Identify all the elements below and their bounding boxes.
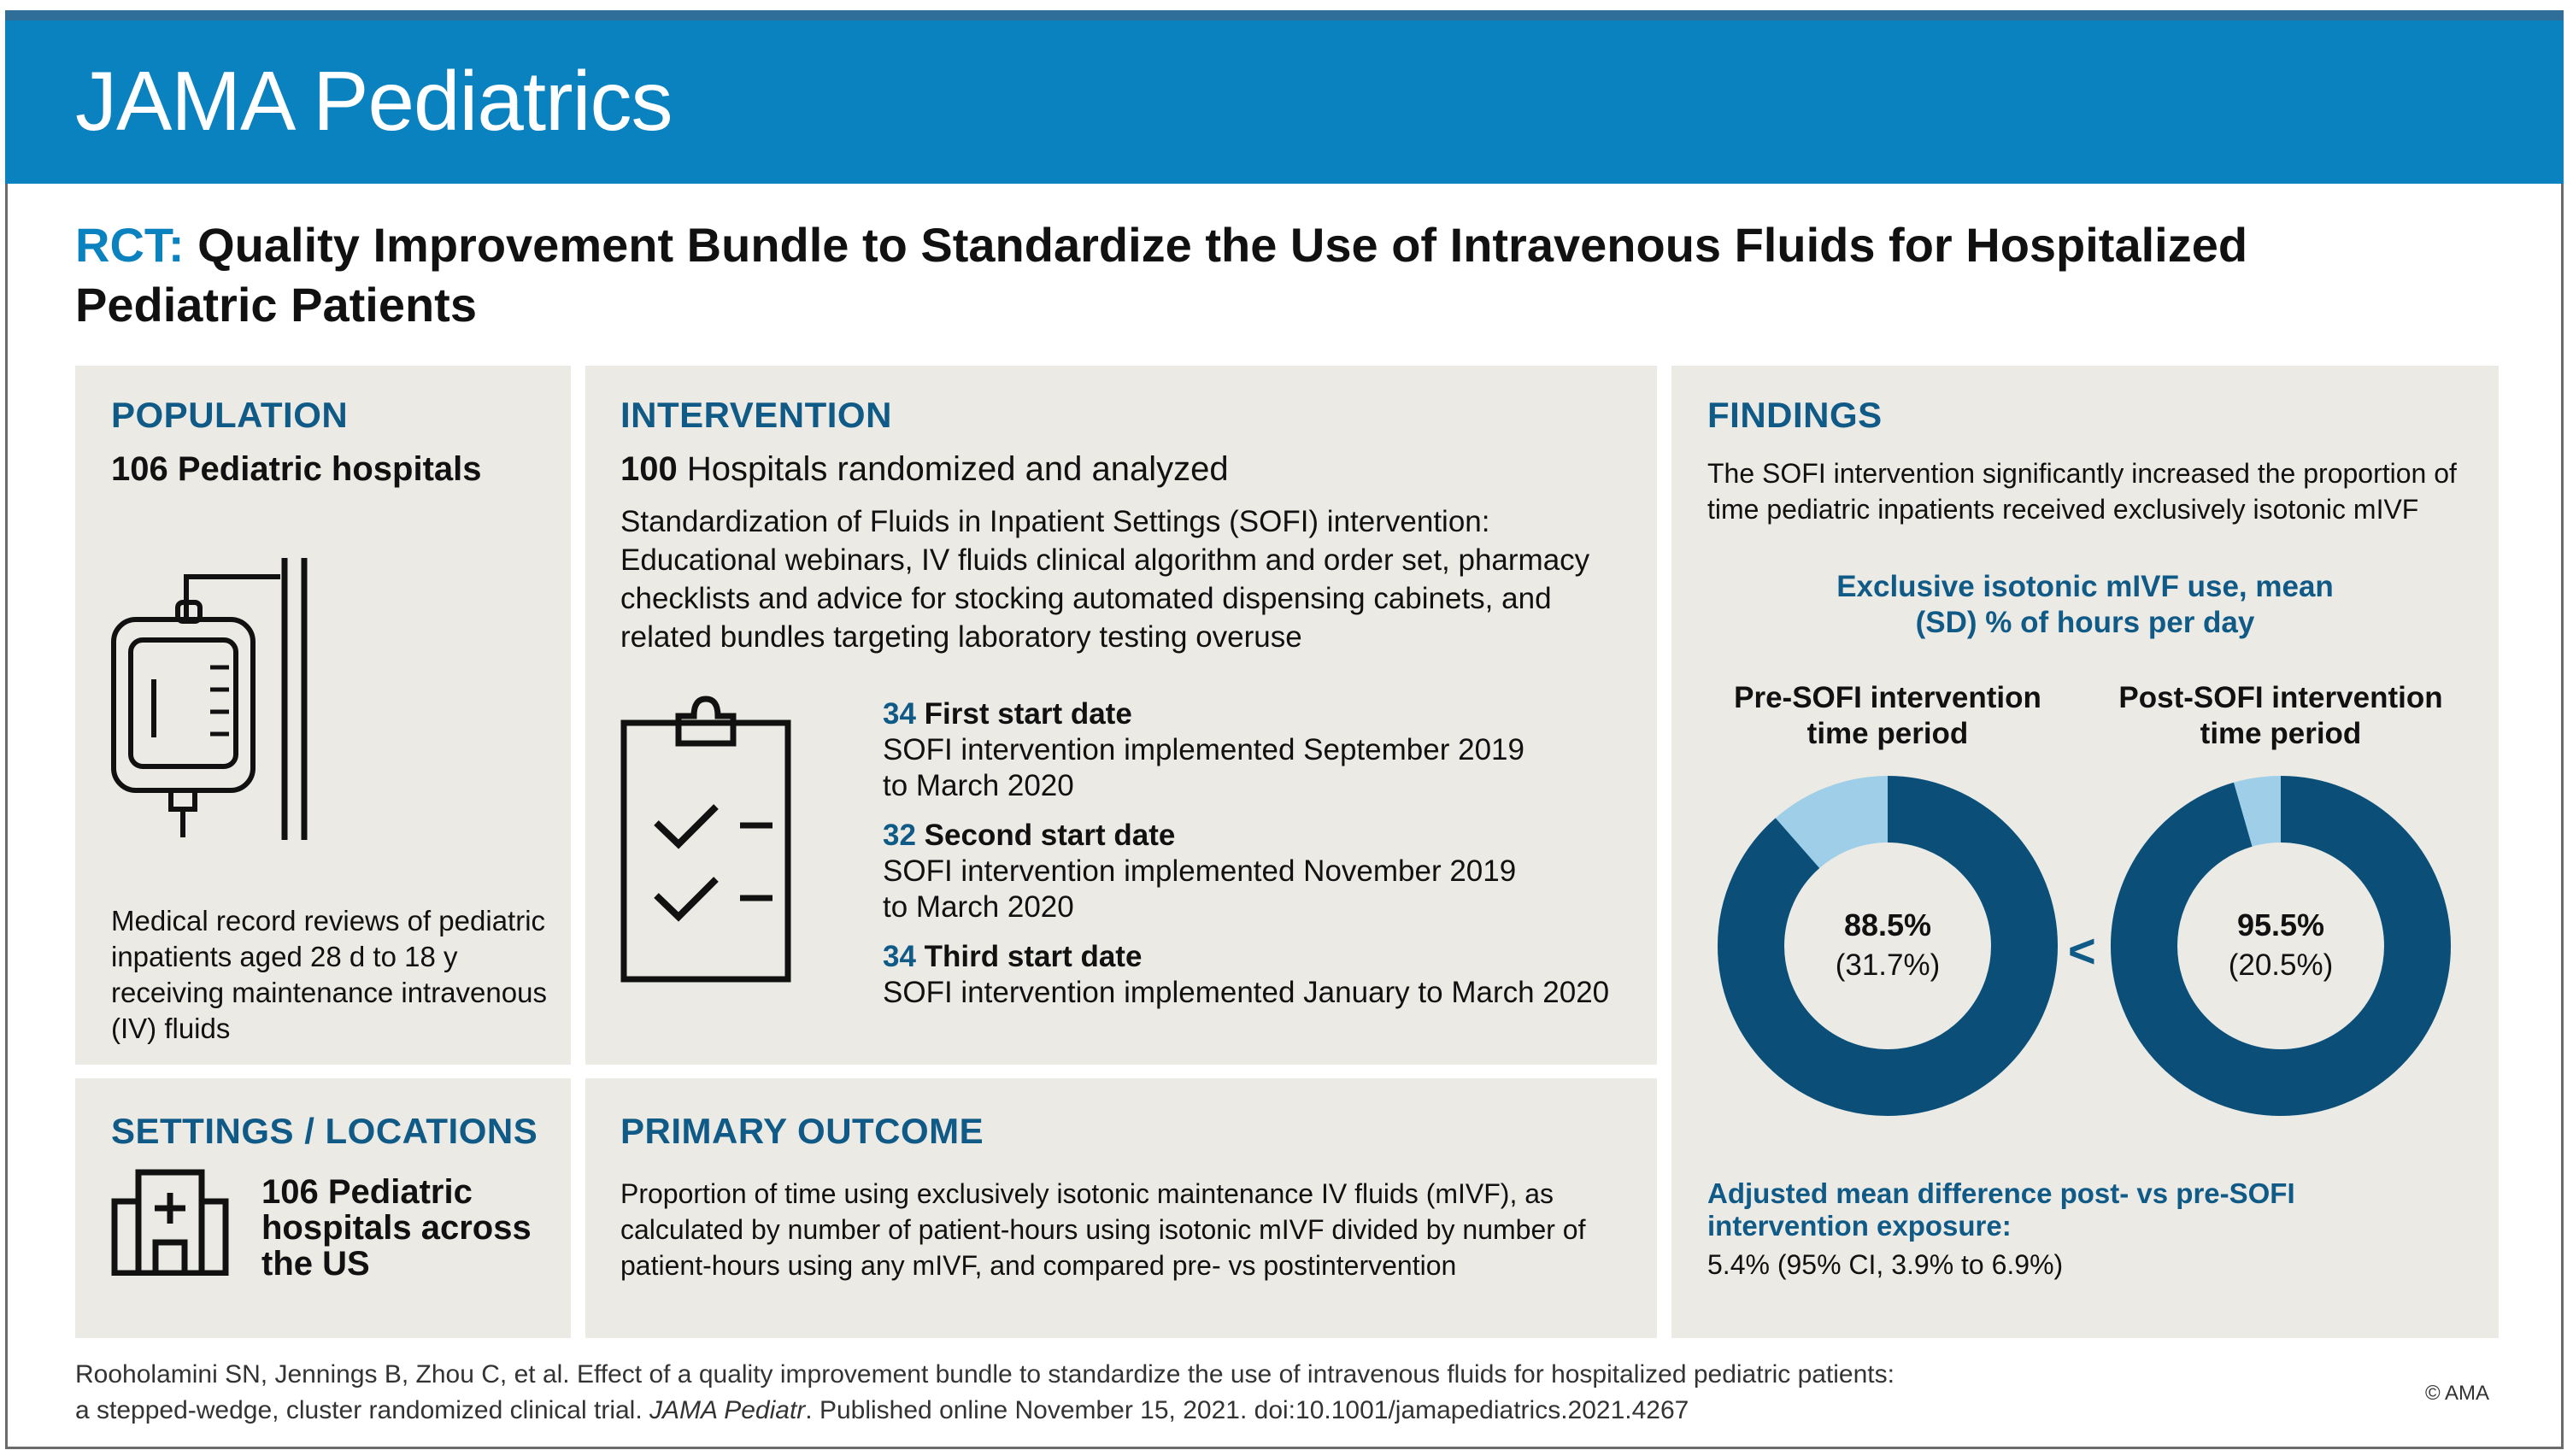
chart-title: Exclusive isotonic mIVF use, mean (SD) % of hours per day — [1836, 570, 2334, 639]
start-group-2-line2: to March 2020 — [883, 890, 1074, 924]
pre-sd-value: (31.7%) — [1835, 948, 1941, 982]
study-type-tag: RCT: — [75, 218, 185, 272]
citation-text-b: . Published online November 15, 2021. doi:10.1001/jamapediatrics.2021.4267 — [805, 1396, 1689, 1424]
findings-summary: The SOFI intervention significantly increased the proportion of time pediatric inpatients received exclusively isotonic mIVF — [1707, 458, 2457, 525]
citation-text-a: a stepped-wedge, cluster randomized clinical trial. — [75, 1396, 649, 1424]
start-group-3-line1: SOFI intervention implemented January to March 2020 — [883, 976, 1610, 1009]
start-group-1-line2: to March 2020 — [883, 769, 1074, 802]
population-heading: POPULATION — [111, 395, 349, 435]
start-group-1 — [883, 696, 1652, 804]
intervention-count-label: Hospitals randomized and analyzed — [686, 450, 1229, 488]
intervention-heading: INTERVENTION — [620, 395, 892, 435]
adjusted-difference-value: 5.4% (95% CI, 3.9% to 6.9%) — [1707, 1249, 2064, 1280]
citation-line-2 — [75, 1393, 1895, 1429]
outcome-text: Proportion of time using exclusively isotonic maintenance IV fluids (mIVF), as calculated by number of patient-hours using isotonic mIVF divided by number of patient-hours using any mIVF, and compared pre- vs postintervention — [620, 1178, 1586, 1281]
copyright: © AMA — [2425, 1382, 2490, 1405]
hospital-icon — [111, 1169, 229, 1276]
start-group-2-heading — [883, 818, 1652, 854]
page-title — [75, 215, 2382, 335]
start-group-3-heading — [883, 939, 1652, 975]
start-group-2 — [883, 818, 1652, 925]
pre-mean-value: 88.5% — [1843, 907, 1932, 942]
settings-text: 106 Pediatric hospitals across the US — [261, 1173, 532, 1283]
clipboard-checklist-icon — [620, 690, 791, 985]
intervention-count-number: 100 — [620, 450, 678, 488]
post-period-label: Post-SOFI intervention time period — [2118, 681, 2443, 750]
study-title: Quality Improvement Bundle to Standardize the Use of Intravenous Fluids for Hospitalized Pediatric Patients — [75, 218, 2248, 332]
post-donut-center — [2170, 907, 2392, 983]
post-mean-value: 95.5% — [2236, 907, 2325, 942]
pre-period-label: Pre-SOFI intervention time period — [1734, 681, 2041, 750]
population-count: 106 Pediatric hospitals — [111, 450, 482, 488]
citation-journal: JAMA Pediatr — [649, 1396, 806, 1424]
start-group-1-heading — [883, 696, 1652, 732]
findings-heading: FINDINGS — [1707, 395, 1883, 435]
citation — [75, 1357, 1895, 1429]
start-group-3 — [883, 939, 1652, 1011]
pre-donut-center — [1777, 907, 1999, 983]
start-group-2-label: Second start date — [924, 819, 1176, 852]
intervention-description: Standardization of Fluids in Inpatient Settings (SOFI) intervention: Educational webinars, IV fluids clinical algorithm and order set, pharmacy checklists and advice for stocking automated dispensing cabinets, and related bundles targeting laboratory testing overuse — [620, 505, 1590, 654]
outcome-heading: PRIMARY OUTCOME — [620, 1111, 984, 1151]
start-group-3-label: Third start date — [924, 940, 1143, 973]
comparison-symbol: < — [2068, 924, 2096, 978]
population-description: Medical record reviews of pediatric inpatients aged 28 d to 18 y receiving maintenance intravenous (IV) fluids — [111, 905, 547, 1044]
start-group-1-line1: SOFI intervention implemented September 2019 — [883, 733, 1524, 766]
start-group-2-line1: SOFI intervention implemented November 2019 — [883, 854, 1517, 888]
settings-heading: SETTINGS / LOCATIONS — [111, 1111, 538, 1151]
citation-line-1: Rooholamini SN, Jennings B, Zhou C, et al. Effect of a quality improvement bundle to standardize the use of intravenous fluids for hospitalized pediatric patients: — [75, 1360, 1895, 1388]
start-group-2-count: 32 — [883, 819, 916, 852]
start-group-1-count: 34 — [883, 697, 916, 731]
adjusted-difference-label: Adjusted mean difference post- vs pre-SOFI intervention exposure: — [1707, 1177, 2295, 1242]
post-sd-value: (20.5%) — [2228, 948, 2334, 982]
start-group-1-label: First start date — [924, 697, 1132, 731]
journal-title: JAMA Pediatrics — [75, 54, 673, 148]
start-group-3-count: 34 — [883, 940, 916, 973]
iv-bag-icon — [109, 551, 314, 842]
intervention-count — [620, 451, 1229, 487]
